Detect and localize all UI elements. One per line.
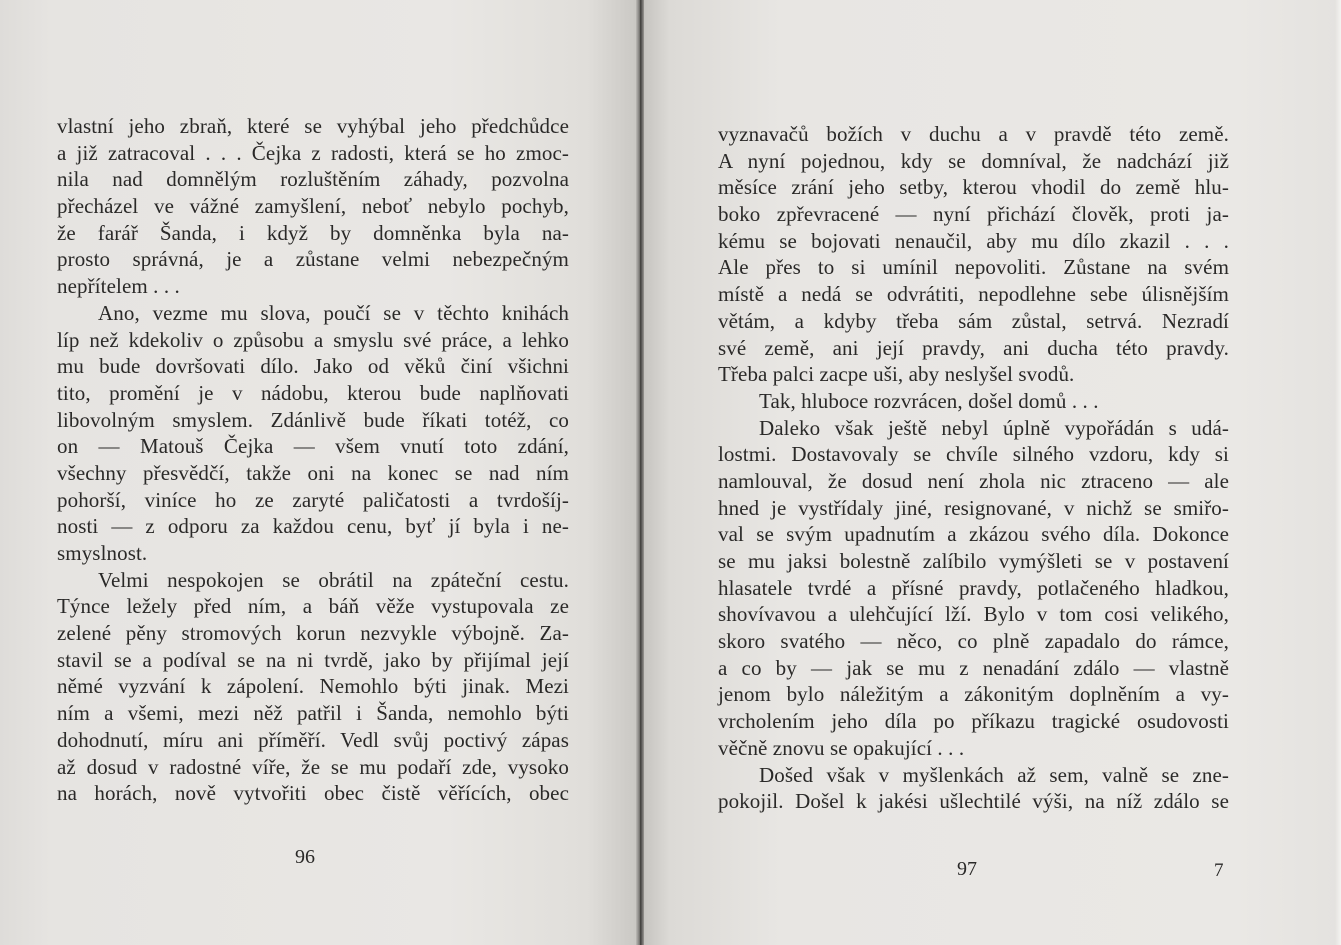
left-page-text [57,113,569,807]
text-line: větám, a kdyby třeba sám zůstal, setrvá. Nezradí [718,308,1229,333]
text-line: skoro svatého — něco, co plně zapadalo do rámce, [718,629,1229,654]
text-line: on — Matouš Čejka — všem vnutí toto zdání, [57,434,569,459]
text-line: Týnce ležely před ním, a báň věže vystupovala ze [57,594,569,619]
text-line: smyslnost. [57,541,148,565]
text-line: líp než kdekoliv o způsobu a smyslu své práce, a lehko [57,327,569,352]
text-line: své země, ani její pravdy, ani ducha této pravdy. [718,335,1229,360]
right-page-edge [1335,0,1341,945]
text-line: vrcholením jeho díla po příkazu tragické osudovosti [718,709,1229,734]
text-line: přecházel ve vážné zamyšlení, neboť nebylo pochyb, [57,194,569,219]
text-line: stavil se a podíval se na ni tvrdě, jako by přijímal její [57,647,569,672]
text-line: Ale přes to si umínil nepovoliti. Zůstane na svém [718,255,1229,280]
text-line: Ano, vezme mu slova, poučí se v těchto knihách [98,300,569,325]
text-line: se mu jaksi bolestně zalíbilo vymýšleti se v postavení [718,549,1229,573]
book-gutter [636,0,644,945]
text-line: nosti — z odporu za každou cenu, byť jí byla i ne- [57,514,569,539]
text-line: dohodnutí, míru ani příměří. Vedl svůj poctivý zápas [57,727,569,752]
text-line: pohorší, viníce ho ze zaryté paličatosti a tvrdošíj- [57,487,569,512]
text-line: vlastní jeho zbraň, které se vyhýbal jeho předchůdce [57,114,569,138]
signature-mark: 7 [1214,860,1224,881]
text-line: hlasatele tvrdé a přísné pravdy, potlačeného hladkou, [718,575,1229,600]
text-line: a co by — jak se mu z nenadání zdálo — vlastně [718,655,1229,680]
text-line: nepřítelem . . . [57,274,180,299]
text-line: Tak, hluboce rozvrácen, došel domů . . . [759,388,1099,413]
page-number: 96 [295,846,315,868]
text-line: jenom bylo náležitým a zákonitým doplněním a vy- [718,682,1229,707]
text-line: na horách, nově vytvořiti obec čistě věřících, obec [57,781,569,806]
right-page-text [718,121,1229,815]
text-line: všechny přesvědčí, takže oni na konec se nad ním [57,460,569,485]
text-line: Velmi nespokojen se obrátil na zpáteční cestu. [98,567,569,592]
text-line: ním a všemi, mezi něž patřil i Šanda, nemohlo býti [57,701,569,726]
text-line: že farář Šanda, i když by domněnka byla na- [57,220,569,245]
text-line: A nyní pojednou, kdy se domníval, že nadchází již [718,148,1229,173]
text-line: hned je vystřídaly jiné, resignované, v nichž se smiřo- [718,495,1229,520]
text-line: a již zatracoval . . . Čejka z radosti, která se ho zmoc- [57,140,569,165]
text-line: měsíce zrání jeho setby, kterou vhodil do země hlu- [718,175,1229,200]
text-line: němé vyzvání k zápolení. Nemohlo býti jinak. Mezi [57,674,569,699]
page-number: 97 [957,858,977,880]
text-line: zelené pěny stromových korun nezvykle výbojně. Za- [57,621,569,646]
text-line: val se svým upadnutím a zkázou svého díla. Dokonce [718,522,1229,547]
text-line: prosto správná, je a zůstane velmi nebezpečným [57,247,569,272]
text-line: shovívavou a ulehčující lží. Bylo v tom cosi velikého, [718,602,1229,627]
text-line: mu bude dovršovati dílo. Jako od věků činí všichni [57,354,569,379]
text-line: lostmi. Dostavovaly se chvíle silného vzdoru, kdy si [718,442,1229,467]
text-line: libovolným smyslem. Zdánlivě bude říkati totéž, co [57,407,569,432]
text-line: tito, promění je v nádobu, kterou bude naplňovati [57,380,569,405]
text-line: nila nad domnělým rozluštěním záhady, pozvolna [57,167,569,192]
text-line: věčně znovu se opakující . . . [718,735,965,760]
text-line: místě a nedá se odvrátiti, nepodlehne sebe úlisnějším [718,282,1229,307]
text-line: vyznavačů božích v duchu a v pravdě této země. [718,122,1229,146]
text-line: Došed však v myšlenkách až sem, valně se zne- [759,762,1229,787]
text-line: namlouval, že dosud není zhola nic ztraceno — ale [718,468,1229,493]
text-line: až dosud v radostné víře, že se mu podaří zde, vysoko [57,754,569,779]
text-line: kému se bojovati nenaučil, aby mu dílo zkazil . . . [718,228,1229,253]
text-line: pokojil. Došel k jakési ušlechtilé výši, na níž zdálo se [718,789,1229,814]
text-line: boko zpřevracené — nyní přichází člověk, proti ja- [718,202,1229,227]
text-line: Daleko však ještě nebyl úplně vypořádán s udá- [759,415,1229,440]
text-line: Třeba palci zacpe uši, aby neslyšel svodů. [718,362,1075,387]
